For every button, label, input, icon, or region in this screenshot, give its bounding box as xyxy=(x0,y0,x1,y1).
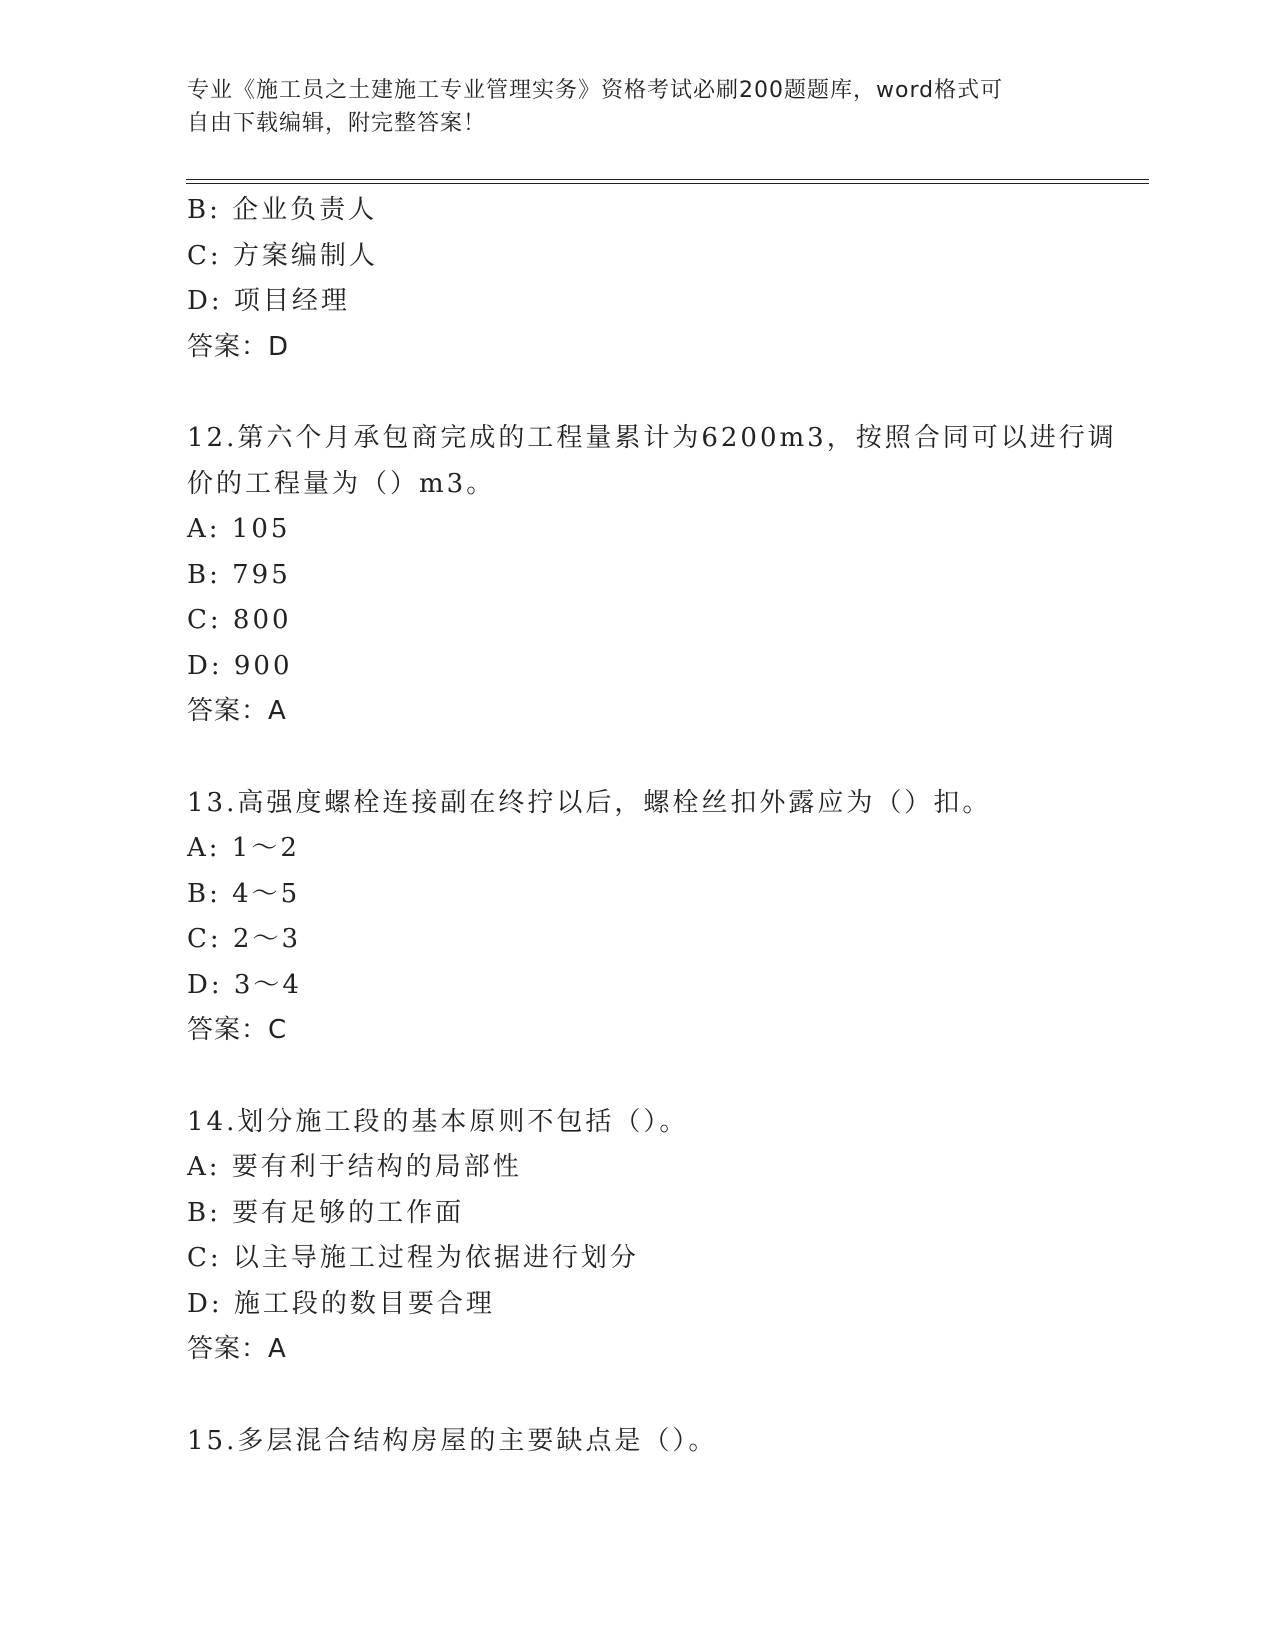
header-line-2: 自由下载编辑，附完整答案！ xyxy=(187,111,487,136)
option-c: C: 800 xyxy=(187,605,292,635)
option-d: D: 施工段的数目要合理 xyxy=(187,1288,495,1319)
question-12 xyxy=(187,416,1117,735)
header-line-1: 专业《施工员之土建施工专业管理实务》资格考试必刷200题题库，word格式可 xyxy=(187,78,1004,103)
option-d: D: 项目经理 xyxy=(187,286,350,316)
question-text: 14.划分施工段的基本原则不包括（）。 xyxy=(187,1106,689,1137)
option-b: B: 企业负责人 xyxy=(187,195,378,225)
option-b: B: 795 xyxy=(187,559,291,590)
question-text: 15.多层混合结构房屋的主要缺点是（）。 xyxy=(187,1425,718,1456)
answer-line: 答案：D xyxy=(187,331,290,362)
option-c: C: 2～3 xyxy=(187,924,302,954)
header-divider xyxy=(186,179,1149,184)
answer-line: 答案：A xyxy=(187,1334,287,1364)
option-a: A: 1～2 xyxy=(187,833,300,863)
option-b: B: 4～5 xyxy=(187,878,301,909)
option-a: A: 105 xyxy=(187,514,291,544)
question-text: 13.高强度螺栓连接副在终拧以后，螺栓丝扣外露应为（）扣。 xyxy=(187,787,992,818)
question-15 xyxy=(187,1419,1107,1465)
question-11-continued xyxy=(187,188,1107,370)
option-c: C: 以主导施工过程为依据进行划分 xyxy=(187,1243,639,1273)
question-text-cont: 价的工程量为（）m3。 xyxy=(187,468,496,499)
option-c: C: 方案编制人 xyxy=(187,240,378,271)
option-a: A: 要有利于结构的局部性 xyxy=(187,1152,522,1182)
question-list xyxy=(187,188,1117,1464)
question-13 xyxy=(187,781,1107,1054)
question-14 xyxy=(187,1100,1107,1373)
answer-line: 答案：A xyxy=(187,696,287,726)
option-b: B: 要有足够的工作面 xyxy=(187,1197,465,1228)
answer-line: 答案：C xyxy=(187,1015,288,1045)
question-text: 12.第六个月承包商完成的工程量累计为6200m3，按照合同可以进行调 xyxy=(187,423,1117,453)
document-header xyxy=(187,74,1087,140)
option-d: D: 3～4 xyxy=(187,969,302,1000)
option-d: D: 900 xyxy=(187,650,293,681)
